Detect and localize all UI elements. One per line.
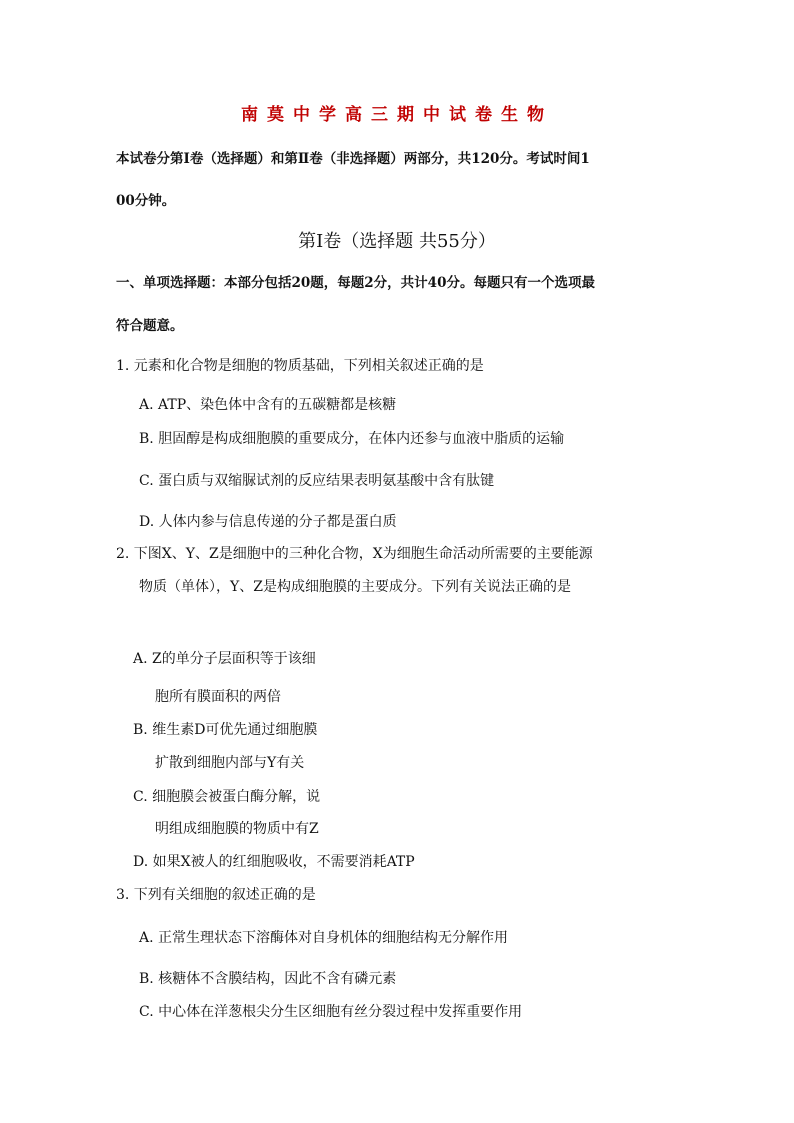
question-1-option-b: B. 胆固醇是构成细胞膜的重要成分，在体内还参与血液中脂质的运输: [139, 431, 565, 447]
question-3-option-a: A. 正常生理状态下溶酶体对自身机体的细胞结构无分解作用: [139, 930, 509, 946]
question-2-stem-line-1: 2. 下图X、Y、Z是细胞中的三种化合物，X为细胞生命活动所需要的主要能源: [116, 546, 593, 562]
question-1-option-a: A. ATP、染色体中含有的五碳糖都是核糖: [139, 397, 397, 413]
question-1-option-d: D. 人体内参与信息传递的分子都是蛋白质: [139, 514, 397, 530]
intro-line-2: 00分钟。: [116, 193, 176, 209]
question-2-option-a: A. Z的单分子层面积等于该细: [133, 651, 316, 667]
question-1-stem: 1. 元素和化合物是细胞的物质基础，下列相关叙述正确的是: [116, 358, 484, 374]
section-title: 第Ⅰ卷（选择题 共55分）: [298, 231, 496, 252]
question-2-option-c-cont: 明组成细胞膜的物质中有Z: [155, 821, 319, 837]
question-2-option-b: B. 维生素D可优先通过细胞膜: [133, 722, 318, 738]
part1-instruction-line-2: 符合题意。: [116, 318, 184, 334]
question-2-option-b-cont: 扩散到细胞内部与Y有关: [155, 755, 305, 771]
question-3-stem: 3. 下列有关细胞的叙述正确的是: [116, 887, 316, 903]
intro-line-1: 本试卷分第Ⅰ卷（选择题）和第Ⅱ卷（非选择题）两部分，共120分。考试时间1: [116, 151, 590, 167]
part1-instruction-line-1: 一、单项选择题：本部分包括20题，每题2分，共计40分。每题只有一个选项最: [116, 275, 595, 291]
question-3-option-c: C. 中心体在洋葱根尖分生区细胞有丝分裂过程中发挥重要作用: [139, 1004, 523, 1020]
question-2-option-c: C. 细胞膜会被蛋白酶分解，说: [133, 789, 321, 805]
question-3-option-b: B. 核糖体不含膜结构，因此不含有磷元素: [139, 971, 397, 987]
question-2-option-a-cont: 胞所有膜面积的两倍: [155, 689, 281, 705]
exam-title: 南莫中学高三期中试卷生物: [241, 105, 553, 125]
question-2-stem-line-2: 物质（单体），Y、Z是构成细胞膜的主要成分。下列有关说法正确的是: [139, 579, 571, 595]
question-1-option-c: C. 蛋白质与双缩脲试剂的反应结果表明氨基酸中含有肽键: [139, 473, 495, 489]
question-2-option-d: D. 如果X被人的红细胞吸收，不需要消耗ATP: [133, 854, 415, 870]
